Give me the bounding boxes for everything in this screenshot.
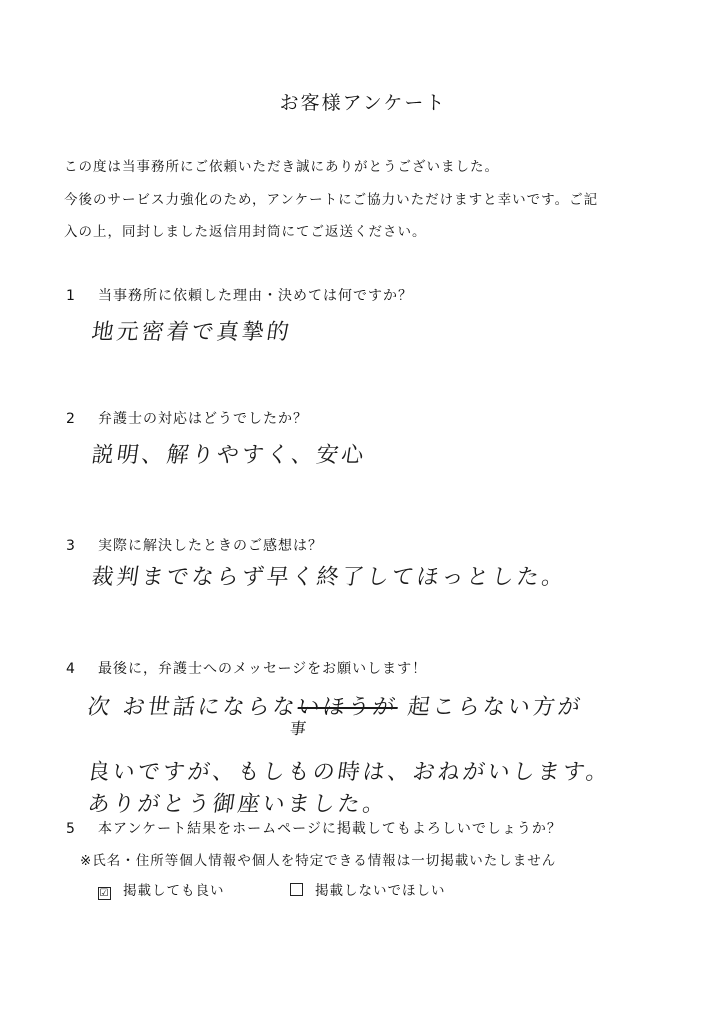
option-yes[interactable] (98, 879, 225, 899)
answer-3: 裁判までならず早く終了してほっとした。 (89, 565, 569, 590)
question-text: 本アンケート結果をホームページに掲載してもよろしいでしょうか？ (98, 821, 562, 837)
page-title: お客様アンケート (279, 92, 447, 114)
question-number: 2 (66, 411, 76, 427)
option-yes-label: 掲載しても良い (123, 883, 225, 899)
option-no[interactable] (290, 879, 446, 899)
inserted-correction: 事 (288, 719, 308, 738)
answer-4-line-1 (86, 690, 585, 721)
answer-text: 次 お世話にならな (85, 695, 300, 720)
question-number: 4 (66, 661, 76, 677)
answer-text: 起こらない方が (405, 695, 585, 720)
question-number: 1 (66, 288, 76, 304)
question-4 (66, 658, 427, 678)
answer-1: 地元密着で真摯的 (89, 320, 294, 345)
intro-line-1: この度は当事務所にご依頼いただき誠にありがとうございました。 (64, 159, 499, 175)
intro-line-3: 入の上，同封しました返信用封筒にてご返送ください。 (64, 224, 427, 240)
intro-line-2: 今後のサービス力強化のため，アンケートにご協力いただけますと幸いです。ご記 (64, 192, 599, 208)
answer-2: 説明、解りやすく、安心 (89, 443, 369, 468)
question-text: 実際に解決したときのご感想は？ (98, 538, 323, 554)
question-1 (66, 285, 413, 305)
struck-text: いほうが (295, 695, 400, 720)
checkbox-empty-icon[interactable] (290, 883, 303, 896)
question-2 (66, 408, 308, 428)
question-5 (66, 818, 562, 838)
option-no-label: 掲載しないでほしい (315, 883, 446, 899)
question-text: 当事務所に依頼した理由・決めては何ですか？ (98, 288, 413, 304)
question-text: 最後に，弁護士へのメッセージをお願いします！ (98, 661, 428, 677)
question-number: 3 (66, 538, 76, 554)
answer-4-line-2: 良いですが、もしもの時は、おねがいします。 (85, 760, 613, 785)
privacy-note: ※氏名・住所等個人情報や個人を特定できる情報は一切掲載いたしません (80, 853, 557, 869)
question-3 (66, 535, 323, 555)
question-number: 5 (66, 821, 76, 837)
answer-4-line-3: ありがとう御座いました。 (85, 792, 390, 817)
question-text: 弁護士の対応はどうでしたか？ (98, 411, 308, 427)
checkbox-checked-icon[interactable]: ☑ (99, 888, 110, 899)
